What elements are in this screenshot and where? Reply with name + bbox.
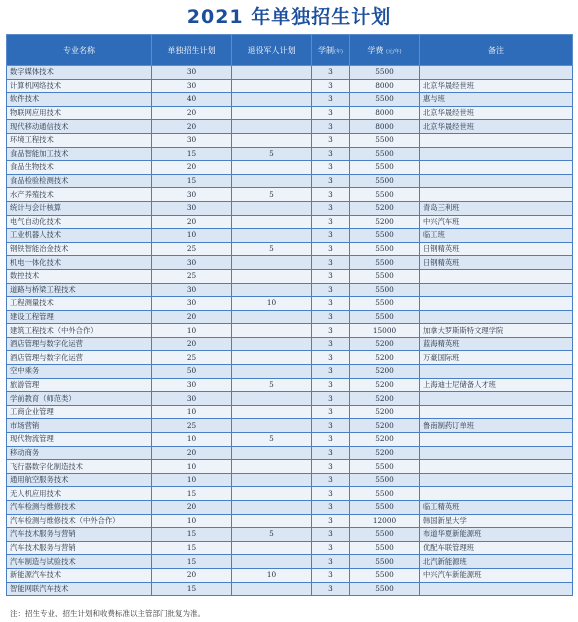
cell-years: 3 <box>312 582 350 596</box>
cell-years: 3 <box>312 419 350 433</box>
cell-veteran <box>232 365 312 379</box>
cell-plan: 10 <box>152 324 232 338</box>
cell-major: 通用航空服务技术 <box>7 473 152 487</box>
cell-fee: 5200 <box>350 378 420 392</box>
cell-fee: 5500 <box>350 161 420 175</box>
cell-remark: 优配车联管理班 <box>420 541 573 555</box>
table-row <box>7 324 573 338</box>
cell-veteran: 10 <box>232 297 312 311</box>
cell-major: 钢铁智能冶金技术 <box>7 242 152 256</box>
cell-plan: 25 <box>152 242 232 256</box>
table-row <box>7 405 573 419</box>
cell-fee: 5200 <box>350 392 420 406</box>
cell-veteran <box>232 541 312 555</box>
cell-remark <box>420 310 573 324</box>
cell-plan: 30 <box>152 201 232 215</box>
cell-years: 3 <box>312 528 350 542</box>
cell-veteran <box>232 487 312 501</box>
cell-veteran: 5 <box>232 378 312 392</box>
cell-plan: 20 <box>152 120 232 134</box>
table-row <box>7 419 573 433</box>
cell-plan: 30 <box>152 256 232 270</box>
table-row <box>7 256 573 270</box>
cell-major: 新能源汽车技术 <box>7 568 152 582</box>
cell-remark: 中兴汽车班 <box>420 215 573 229</box>
cell-years: 3 <box>312 337 350 351</box>
cell-fee: 5200 <box>350 365 420 379</box>
enrollment-table-container <box>6 34 572 596</box>
cell-fee: 5200 <box>350 405 420 419</box>
table-row <box>7 568 573 582</box>
cell-fee: 5500 <box>350 582 420 596</box>
cell-veteran <box>232 473 312 487</box>
footnote: 注：招生专业、招生计划和收费标准以主管部门批复为准。 <box>10 609 205 618</box>
cell-veteran <box>232 555 312 569</box>
cell-veteran <box>232 161 312 175</box>
cell-years: 3 <box>312 324 350 338</box>
cell-fee: 8000 <box>350 120 420 134</box>
table-row <box>7 106 573 120</box>
cell-plan: 15 <box>152 528 232 542</box>
cell-veteran <box>232 514 312 528</box>
cell-plan: 25 <box>152 419 232 433</box>
cell-major: 建筑工程技术（中外合作） <box>7 324 152 338</box>
table-row <box>7 147 573 161</box>
cell-remark <box>420 269 573 283</box>
cell-years: 3 <box>312 460 350 474</box>
cell-remark <box>420 582 573 596</box>
cell-plan: 15 <box>152 555 232 569</box>
cell-remark: 日钢精英班 <box>420 256 573 270</box>
cell-years: 3 <box>312 392 350 406</box>
table-row <box>7 93 573 107</box>
cell-veteran <box>232 93 312 107</box>
cell-major: 食品生物技术 <box>7 161 152 175</box>
cell-plan: 10 <box>152 405 232 419</box>
cell-years: 3 <box>312 161 350 175</box>
cell-plan: 15 <box>152 174 232 188</box>
table-row <box>7 555 573 569</box>
table-row <box>7 174 573 188</box>
table-row <box>7 501 573 515</box>
cell-veteran <box>232 351 312 365</box>
table-row <box>7 337 573 351</box>
cell-fee: 15000 <box>350 324 420 338</box>
cell-veteran <box>232 460 312 474</box>
cell-years: 3 <box>312 133 350 147</box>
cell-remark <box>420 188 573 202</box>
cell-fee: 5500 <box>350 174 420 188</box>
header-fee: 学费 (元/年) <box>350 35 420 66</box>
table-row <box>7 433 573 447</box>
cell-years: 3 <box>312 79 350 93</box>
table-row <box>7 133 573 147</box>
cell-years: 3 <box>312 242 350 256</box>
cell-veteran <box>232 120 312 134</box>
cell-remark: 万豪国际班 <box>420 351 573 365</box>
cell-fee: 5500 <box>350 541 420 555</box>
cell-veteran <box>232 106 312 120</box>
cell-plan: 20 <box>152 501 232 515</box>
table-row <box>7 460 573 474</box>
cell-veteran <box>232 283 312 297</box>
cell-plan: 10 <box>152 514 232 528</box>
cell-plan: 30 <box>152 378 232 392</box>
table-row <box>7 283 573 297</box>
table-row <box>7 188 573 202</box>
cell-remark <box>420 460 573 474</box>
cell-major: 软件技术 <box>7 93 152 107</box>
cell-fee: 5500 <box>350 229 420 243</box>
cell-fee: 5500 <box>350 283 420 297</box>
cell-veteran <box>232 582 312 596</box>
cell-fee: 5500 <box>350 93 420 107</box>
cell-years: 3 <box>312 541 350 555</box>
cell-plan: 20 <box>152 310 232 324</box>
cell-fee: 5500 <box>350 501 420 515</box>
cell-remark <box>420 283 573 297</box>
cell-remark: 临工精英班 <box>420 501 573 515</box>
cell-major: 市场营销 <box>7 419 152 433</box>
cell-fee: 5200 <box>350 351 420 365</box>
cell-plan: 50 <box>152 365 232 379</box>
cell-veteran <box>232 256 312 270</box>
cell-plan: 15 <box>152 582 232 596</box>
table-row <box>7 201 573 215</box>
table-row <box>7 161 573 175</box>
cell-plan: 30 <box>152 133 232 147</box>
table-row <box>7 269 573 283</box>
cell-remark <box>420 161 573 175</box>
cell-fee: 5500 <box>350 310 420 324</box>
cell-veteran <box>232 174 312 188</box>
cell-plan: 10 <box>152 433 232 447</box>
table-row <box>7 582 573 596</box>
cell-major: 电气自动化技术 <box>7 215 152 229</box>
cell-plan: 20 <box>152 446 232 460</box>
cell-remark: 日钢精英班 <box>420 242 573 256</box>
cell-remark: 青岛三利班 <box>420 201 573 215</box>
table-row <box>7 528 573 542</box>
cell-fee: 5500 <box>350 555 420 569</box>
table-row <box>7 120 573 134</box>
cell-years: 3 <box>312 433 350 447</box>
cell-major: 汽车检测与维修技术（中外合作） <box>7 514 152 528</box>
cell-years: 3 <box>312 215 350 229</box>
cell-veteran <box>232 201 312 215</box>
cell-veteran <box>232 133 312 147</box>
cell-plan: 30 <box>152 392 232 406</box>
cell-veteran: 5 <box>232 147 312 161</box>
cell-major: 汽车制造与试验技术 <box>7 555 152 569</box>
cell-remark <box>420 174 573 188</box>
cell-remark <box>420 147 573 161</box>
cell-remark: 鲁南制药订单班 <box>420 419 573 433</box>
cell-years: 3 <box>312 66 350 80</box>
cell-major: 酒店管理与数字化运营 <box>7 337 152 351</box>
cell-fee: 5500 <box>350 66 420 80</box>
cell-remark: 韩国新星大学 <box>420 514 573 528</box>
cell-major: 工商企业管理 <box>7 405 152 419</box>
cell-major: 工程测量技术 <box>7 297 152 311</box>
cell-remark: 惠与班 <box>420 93 573 107</box>
cell-veteran <box>232 501 312 515</box>
cell-years: 3 <box>312 188 350 202</box>
cell-major: 建设工程管理 <box>7 310 152 324</box>
cell-years: 3 <box>312 514 350 528</box>
cell-remark <box>420 433 573 447</box>
cell-plan: 30 <box>152 297 232 311</box>
cell-veteran: 5 <box>232 433 312 447</box>
cell-remark <box>420 365 573 379</box>
cell-fee: 5200 <box>350 201 420 215</box>
cell-veteran <box>232 392 312 406</box>
cell-major: 机电一体化技术 <box>7 256 152 270</box>
cell-remark <box>420 297 573 311</box>
cell-remark: 北汽新能源班 <box>420 555 573 569</box>
cell-major: 现代物流管理 <box>7 433 152 447</box>
cell-major: 酒店管理与数字化运营 <box>7 351 152 365</box>
cell-major: 智能网联汽车技术 <box>7 582 152 596</box>
cell-major: 汽车技术服务与营销 <box>7 528 152 542</box>
cell-remark: 上海迪士尼储备人才班 <box>420 378 573 392</box>
cell-fee: 5500 <box>350 528 420 542</box>
header-major: 专业名称 <box>7 35 152 66</box>
cell-fee: 5500 <box>350 256 420 270</box>
cell-remark: 布道华夏新能源班 <box>420 528 573 542</box>
cell-years: 3 <box>312 229 350 243</box>
cell-remark: 蓝海精英班 <box>420 337 573 351</box>
cell-years: 3 <box>312 568 350 582</box>
cell-major: 空中乘务 <box>7 365 152 379</box>
cell-years: 3 <box>312 120 350 134</box>
cell-veteran: 10 <box>232 568 312 582</box>
cell-years: 3 <box>312 378 350 392</box>
cell-major: 食品检验检测技术 <box>7 174 152 188</box>
table-row <box>7 473 573 487</box>
cell-plan: 15 <box>152 541 232 555</box>
cell-remark <box>420 473 573 487</box>
cell-fee: 12000 <box>350 514 420 528</box>
cell-years: 3 <box>312 283 350 297</box>
cell-fee: 5200 <box>350 446 420 460</box>
cell-veteran <box>232 419 312 433</box>
table-row <box>7 541 573 555</box>
cell-fee: 5500 <box>350 568 420 582</box>
cell-years: 3 <box>312 297 350 311</box>
header-plan: 单独招生计划 <box>152 35 232 66</box>
table-row <box>7 487 573 501</box>
cell-veteran <box>232 405 312 419</box>
cell-plan: 10 <box>152 460 232 474</box>
cell-plan: 30 <box>152 66 232 80</box>
table-row <box>7 242 573 256</box>
cell-fee: 5200 <box>350 215 420 229</box>
cell-major: 数控技术 <box>7 269 152 283</box>
cell-fee: 5200 <box>350 419 420 433</box>
cell-veteran <box>232 310 312 324</box>
cell-plan: 20 <box>152 106 232 120</box>
header-veteran: 退役军人计划 <box>232 35 312 66</box>
table-row <box>7 215 573 229</box>
cell-fee: 5500 <box>350 460 420 474</box>
cell-plan: 10 <box>152 473 232 487</box>
cell-major: 学前教育（师范类） <box>7 392 152 406</box>
cell-years: 3 <box>312 174 350 188</box>
cell-veteran <box>232 66 312 80</box>
table-row <box>7 310 573 324</box>
cell-fee: 5500 <box>350 188 420 202</box>
cell-plan: 30 <box>152 283 232 297</box>
cell-major: 环境工程技术 <box>7 133 152 147</box>
cell-fee: 5500 <box>350 147 420 161</box>
cell-fee: 8000 <box>350 79 420 93</box>
cell-remark <box>420 392 573 406</box>
cell-remark <box>420 133 573 147</box>
cell-remark <box>420 66 573 80</box>
cell-years: 3 <box>312 93 350 107</box>
cell-plan: 15 <box>152 147 232 161</box>
table-row <box>7 297 573 311</box>
cell-plan: 20 <box>152 215 232 229</box>
cell-veteran <box>232 446 312 460</box>
table-row <box>7 514 573 528</box>
cell-years: 3 <box>312 106 350 120</box>
cell-veteran: 5 <box>232 528 312 542</box>
header-years: 学制(年) <box>312 35 350 66</box>
cell-veteran <box>232 79 312 93</box>
cell-remark <box>420 487 573 501</box>
cell-years: 3 <box>312 405 350 419</box>
cell-major: 旅游管理 <box>7 378 152 392</box>
cell-major: 计算机网络技术 <box>7 79 152 93</box>
cell-fee: 8000 <box>350 106 420 120</box>
cell-major: 物联网应用技术 <box>7 106 152 120</box>
cell-major: 数字媒体技术 <box>7 66 152 80</box>
cell-remark <box>420 446 573 460</box>
cell-years: 3 <box>312 351 350 365</box>
table-row <box>7 351 573 365</box>
cell-plan: 30 <box>152 188 232 202</box>
cell-fee: 5500 <box>350 473 420 487</box>
cell-years: 3 <box>312 501 350 515</box>
cell-years: 3 <box>312 147 350 161</box>
enrollment-table <box>6 34 573 596</box>
cell-years: 3 <box>312 201 350 215</box>
table-row <box>7 392 573 406</box>
cell-years: 3 <box>312 555 350 569</box>
table-row <box>7 446 573 460</box>
cell-plan: 15 <box>152 487 232 501</box>
cell-fee: 5500 <box>350 297 420 311</box>
cell-remark <box>420 405 573 419</box>
cell-fee: 5500 <box>350 487 420 501</box>
cell-plan: 40 <box>152 93 232 107</box>
cell-major: 汽车技术服务与营销 <box>7 541 152 555</box>
cell-veteran: 5 <box>232 188 312 202</box>
cell-veteran <box>232 215 312 229</box>
cell-years: 3 <box>312 365 350 379</box>
cell-major: 无人机应用技术 <box>7 487 152 501</box>
cell-veteran <box>232 269 312 283</box>
cell-plan: 10 <box>152 229 232 243</box>
cell-remark: 北京华晟经世班 <box>420 106 573 120</box>
table-row <box>7 229 573 243</box>
cell-plan: 20 <box>152 568 232 582</box>
table-header-row <box>7 35 573 66</box>
cell-remark: 加拿大罗斯斯特文理学院 <box>420 324 573 338</box>
cell-veteran <box>232 324 312 338</box>
cell-veteran <box>232 337 312 351</box>
table-body <box>7 66 573 596</box>
cell-remark: 北京华晟经世班 <box>420 120 573 134</box>
cell-major: 移动商务 <box>7 446 152 460</box>
table-row <box>7 66 573 80</box>
table-row <box>7 378 573 392</box>
cell-major: 现代移动通信技术 <box>7 120 152 134</box>
cell-major: 食品智能加工技术 <box>7 147 152 161</box>
cell-major: 飞行器数字化制造技术 <box>7 460 152 474</box>
cell-years: 3 <box>312 269 350 283</box>
cell-fee: 5500 <box>350 242 420 256</box>
cell-veteran: 5 <box>232 242 312 256</box>
header-remark: 备注 <box>420 35 573 66</box>
cell-plan: 20 <box>152 161 232 175</box>
cell-major: 统计与会计核算 <box>7 201 152 215</box>
cell-fee: 5500 <box>350 133 420 147</box>
cell-years: 3 <box>312 256 350 270</box>
cell-major: 工业机器人技术 <box>7 229 152 243</box>
table-row <box>7 365 573 379</box>
cell-veteran <box>232 229 312 243</box>
cell-major: 汽车检测与维修技术 <box>7 501 152 515</box>
cell-remark: 北京华晟经世班 <box>420 79 573 93</box>
cell-years: 3 <box>312 487 350 501</box>
cell-plan: 25 <box>152 269 232 283</box>
cell-plan: 20 <box>152 337 232 351</box>
cell-major: 水产养殖技术 <box>7 188 152 202</box>
cell-major: 道路与桥梁工程技术 <box>7 283 152 297</box>
table-row <box>7 79 573 93</box>
cell-fee: 5500 <box>350 269 420 283</box>
cell-fee: 5200 <box>350 337 420 351</box>
cell-years: 3 <box>312 446 350 460</box>
cell-remark: 临工班 <box>420 229 573 243</box>
cell-years: 3 <box>312 310 350 324</box>
cell-fee: 5200 <box>350 433 420 447</box>
cell-years: 3 <box>312 473 350 487</box>
cell-remark: 中兴汽车新能源班 <box>420 568 573 582</box>
cell-plan: 25 <box>152 351 232 365</box>
page-title: 2021 年单独招生计划 <box>186 6 392 28</box>
cell-plan: 30 <box>152 79 232 93</box>
